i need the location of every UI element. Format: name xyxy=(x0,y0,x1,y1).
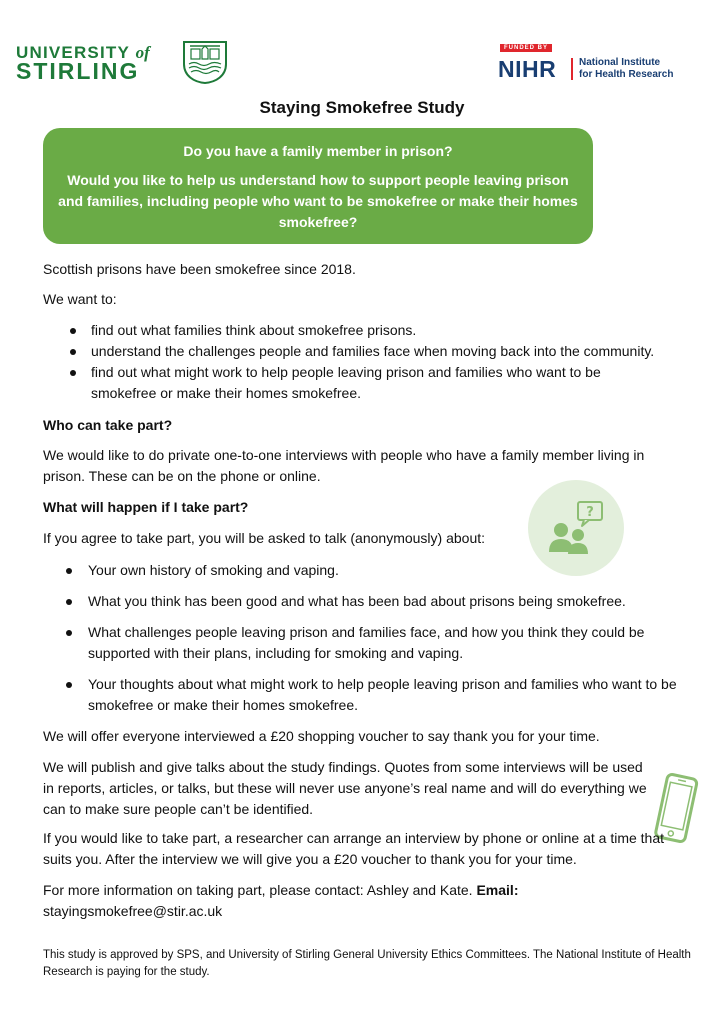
email-label: Email: xyxy=(476,882,519,898)
university-word: UNIVERSITY xyxy=(16,43,130,62)
contact-text xyxy=(43,880,643,901)
list-item: Your thoughts about what might work to help people leaving prison and families who want to be smokefree or make their homes smokefree. xyxy=(43,674,688,716)
list-item: What challenges people leaving prison and families face, and how you think they could be supported with their plans, including for smoking and vaping. xyxy=(43,622,688,664)
contact-sentence: For more information on taking part, please contact: Ashley and Kate. xyxy=(43,882,473,898)
intro-callout xyxy=(43,128,593,244)
nihr-full-line1: National Institute xyxy=(579,57,661,68)
stirling-word: STIRLING xyxy=(16,58,140,84)
crest-icon xyxy=(182,40,228,84)
prisons-smokefree-text: Scottish prisons have been smokefree since 2018. xyxy=(43,261,356,277)
university-of-word: of xyxy=(135,43,150,62)
footer-note: This study is approved by SPS, and University of Stirling General University Ethics Committees. The National Institute of Health Research is paying for the study. xyxy=(43,949,691,978)
what-will-happen-heading: What will happen if I take part? xyxy=(43,499,249,515)
list-item: understand the challenges people and families face when moving back into the community. xyxy=(43,341,688,362)
list-item: find out what families think about smokefree prisons. xyxy=(43,320,688,341)
publish-text: We will publish and give talks about the study findings. Quotes from some interviews will be used in reports, articles, or talks, but these will never use anyone’s real name and will do everything we can to make sure people can’t be identified. xyxy=(43,759,647,817)
nihr-short: NIHR xyxy=(498,56,557,82)
we-want-heading: We want to: xyxy=(43,291,117,307)
arrange-interview-text: If you would like to take part, a researcher can arrange an interview by phone or online at a time that suits you. After the interview we will give you a £20 voucher to thank you for your time. xyxy=(43,830,665,867)
list-item: Your own history of smoking and vaping. xyxy=(43,560,688,581)
nihr-full-line2: for Health Research xyxy=(579,69,674,80)
page-title: Staying Smokefree Study xyxy=(259,98,465,117)
voucher-text: We will offer everyone interviewed a £20 shopping voucher to say thank you for your time. xyxy=(43,728,600,744)
who-can-take-part-text: We would like to do private one-to-one interviews with people who have a family member living in prison. These can be on the phone or online. xyxy=(43,447,645,484)
what-will-happen-intro: If you agree to take part, you will be asked to talk (anonymously) about: xyxy=(43,530,486,546)
we-want-list xyxy=(43,320,688,404)
list-item: What you think has been good and what has been bad about prisons being smokefree. xyxy=(43,591,688,612)
what-will-happen-list xyxy=(43,560,688,716)
intro-question-2: Would you like to help us understand how to support people leaving prison and families, including people who want to be smokefree or make their homes smokefree? xyxy=(58,172,578,230)
nihr-divider xyxy=(571,58,573,80)
funded-by-label: FUNDED BY xyxy=(500,44,552,52)
intro-question-1: Do you have a family member in prison? xyxy=(183,143,453,159)
svg-text:?: ? xyxy=(586,505,594,520)
nihr-logo xyxy=(498,44,688,82)
email-address[interactable]: stayingsmokefree@stir.ac.uk xyxy=(43,903,223,919)
who-can-take-part-heading: Who can take part? xyxy=(43,417,173,433)
university-of-stirling-logo xyxy=(16,40,232,86)
list-item: find out what might work to help people leaving prison and families who want to be smokefree or make their homes smokefree. xyxy=(43,362,688,404)
